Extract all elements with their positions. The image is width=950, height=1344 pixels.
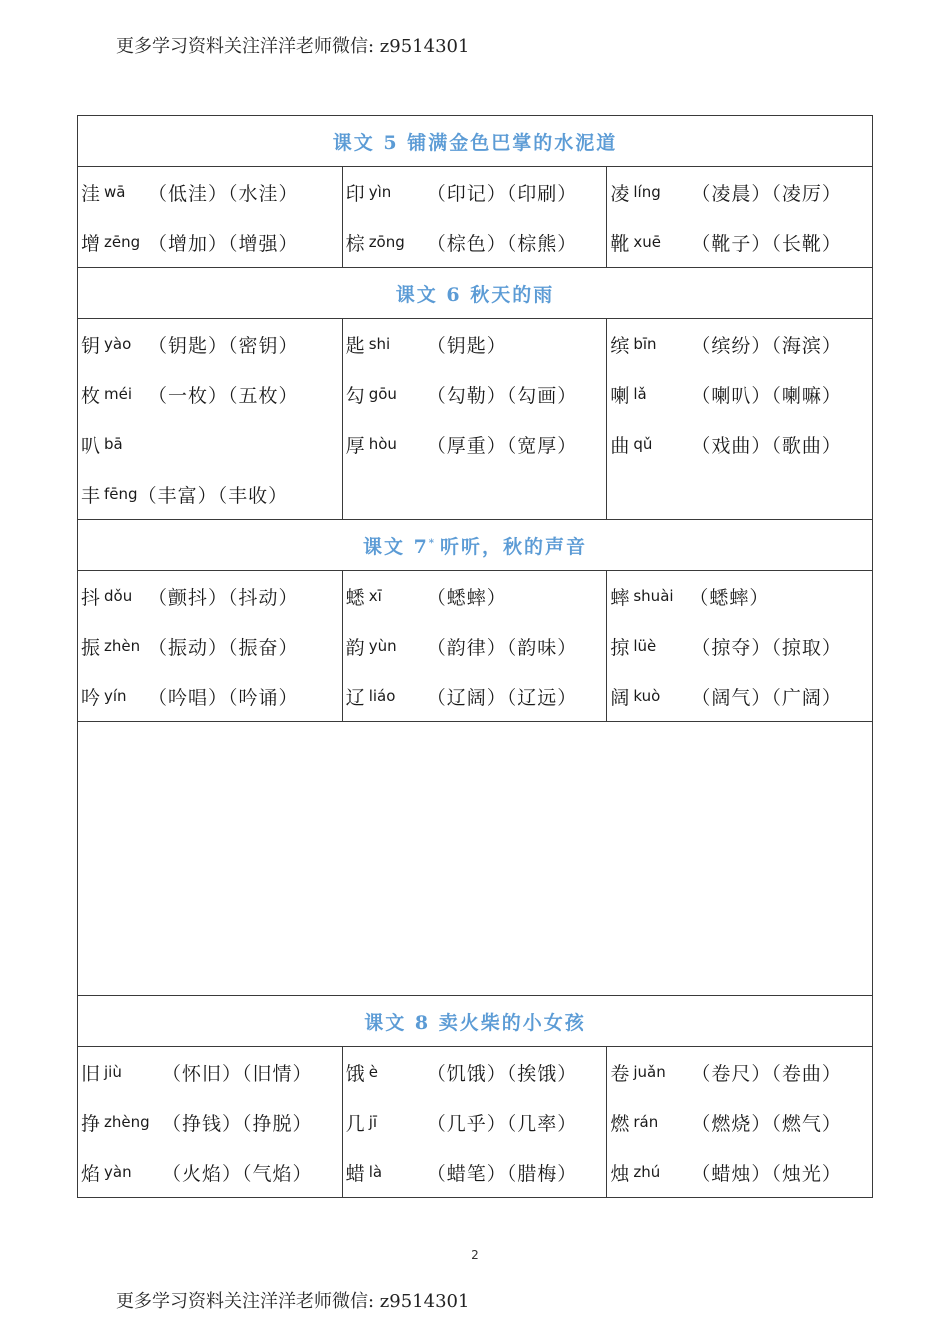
character: 蟀 — [610, 586, 630, 609]
lesson-5-grid — [77, 166, 873, 267]
vocab-entry — [78, 1147, 342, 1197]
character: 卷 — [610, 1062, 630, 1085]
pinyin: kuò — [633, 687, 661, 705]
word-examples: （蜡笔）（腊梅） — [426, 1162, 578, 1185]
lesson-7-col-1 — [78, 571, 343, 721]
lesson-5-col-2 — [343, 167, 608, 267]
pinyin: lǎ — [633, 385, 647, 403]
pinyin: juǎn — [633, 1063, 666, 1081]
character: 韵 — [345, 636, 365, 659]
word-examples: （喇叭）（喇嘛） — [691, 384, 842, 407]
lesson-7-title-prefix: 课文 7 — [362, 535, 429, 558]
word-examples: （韵律）（韵味） — [426, 636, 578, 659]
footer-note: 更多学习资料关注洋洋老师微信: z9514301 — [116, 1291, 470, 1312]
vocab-entry — [607, 419, 872, 469]
vocab-entry — [78, 419, 342, 469]
lesson-5-title: 课文 5 铺满金色巴掌的水泥道 — [77, 115, 873, 166]
pinyin: rán — [633, 1113, 659, 1131]
character: 阔 — [610, 686, 630, 709]
word-examples: （一枚）（五枚） — [148, 384, 299, 407]
character: 饿 — [345, 1062, 365, 1085]
word-examples: （缤纷）（海滨） — [691, 334, 842, 357]
vocab-entry — [78, 1097, 342, 1147]
pinyin: shi — [368, 335, 391, 353]
pinyin: yín — [104, 687, 127, 705]
pinyin: bā — [104, 435, 123, 453]
vocab-entry — [78, 469, 342, 519]
lesson-7-title-rest: 听听，秋的声音 — [440, 535, 588, 558]
word-examples: （振动）（振奋） — [148, 636, 299, 659]
character: 棕 — [345, 232, 365, 255]
vocab-entry — [343, 1097, 607, 1147]
character: 蟋 — [345, 586, 365, 609]
page-number: 2 — [471, 1248, 479, 1262]
vocab-entry — [343, 369, 607, 419]
pinyin: yùn — [368, 637, 397, 655]
character: 喇 — [610, 384, 630, 407]
word-examples: （饥饿）（挨饿） — [426, 1062, 578, 1085]
character: 厚 — [345, 434, 365, 457]
pinyin: hòu — [368, 435, 397, 453]
word-examples: （阔气）（广阔） — [691, 686, 842, 709]
lesson-7-title-mark: * — [428, 537, 437, 549]
vocab-entry — [78, 369, 342, 419]
vocab-table — [77, 115, 873, 1198]
vocab-entry — [78, 1047, 342, 1097]
pinyin: líng — [633, 183, 661, 201]
pinyin: zhú — [633, 1163, 661, 1181]
vocab-entry — [78, 167, 342, 217]
vocab-entry — [607, 1047, 872, 1097]
word-examples: （增加）（增强） — [148, 232, 299, 255]
vocab-entry — [343, 1047, 607, 1097]
word-examples: （凌晨）（凌厉） — [691, 182, 842, 205]
character: 匙 — [345, 334, 365, 357]
word-examples: （怀旧）（旧情） — [162, 1062, 313, 1085]
word-examples: （燃烧）（燃气） — [691, 1112, 842, 1135]
character: 曲 — [610, 434, 630, 457]
lesson-6-col-1 — [78, 319, 343, 519]
vocab-entry — [78, 217, 342, 267]
lesson-8-col-2 — [343, 1047, 608, 1197]
pinyin: zēng — [104, 233, 141, 251]
vocab-entry — [343, 671, 607, 721]
lesson-5-col-1 — [78, 167, 343, 267]
character: 印 — [345, 182, 365, 205]
character: 抖 — [81, 586, 101, 609]
lesson-8-col-1 — [78, 1047, 343, 1197]
lesson-7-col-3 — [607, 571, 872, 721]
word-examples: （印记）（印刷） — [426, 182, 578, 205]
vocab-entry — [343, 217, 607, 267]
character: 靴 — [610, 232, 630, 255]
pinyin: qǔ — [633, 435, 653, 453]
word-examples: （厚重）（宽厚） — [426, 434, 578, 457]
character: 挣 — [81, 1112, 101, 1135]
word-examples: （靴子）（长靴） — [691, 232, 842, 255]
pinyin: jī — [368, 1113, 378, 1131]
word-examples: （戏曲）（歌曲） — [691, 434, 842, 457]
vocab-entry — [343, 1147, 607, 1197]
pinyin: fēng — [104, 485, 138, 503]
pinyin: dǒu — [104, 587, 133, 605]
vocab-entry — [343, 419, 607, 469]
word-examples: （几乎）（几率） — [426, 1112, 578, 1135]
word-examples: （掠夺）（掠取） — [691, 636, 842, 659]
pinyin: xuē — [633, 233, 661, 251]
character: 丰 — [81, 484, 101, 507]
lesson-7-grid — [77, 570, 873, 721]
word-examples: （吟唱）（吟诵） — [148, 686, 299, 709]
lesson-8-grid — [77, 1046, 873, 1197]
pinyin: liáo — [368, 687, 396, 705]
lesson-6-grid — [77, 318, 873, 519]
vocab-entry — [607, 1097, 872, 1147]
character: 掠 — [610, 636, 630, 659]
lesson-8-title: 课文 8 卖火柴的小女孩 — [77, 995, 873, 1046]
vocab-entry — [343, 571, 607, 621]
pinyin: yào — [104, 335, 132, 353]
word-examples: （低洼）（水洼） — [148, 182, 299, 205]
vocab-entry — [78, 571, 342, 621]
blank-area — [77, 721, 873, 995]
character: 增 — [81, 232, 101, 255]
character: 焰 — [81, 1162, 101, 1185]
lesson-6-col-3 — [607, 319, 872, 519]
character: 吟 — [81, 686, 101, 709]
word-examples: （钥匙） — [426, 334, 507, 357]
word-examples: （卷尺）（卷曲） — [691, 1062, 842, 1085]
character: 缤 — [610, 334, 630, 357]
word-examples: （钥匙）（密钥） — [148, 334, 299, 357]
vocab-entry — [343, 167, 607, 217]
character: 几 — [345, 1112, 365, 1135]
pinyin: zhèn — [104, 637, 141, 655]
character: 枚 — [81, 384, 101, 407]
vocab-entry — [343, 621, 607, 671]
pinyin: è — [368, 1063, 378, 1081]
character: 烛 — [610, 1162, 630, 1185]
vocab-entry — [78, 671, 342, 721]
lesson-6-col-2 — [343, 319, 608, 519]
vocab-entry — [607, 217, 872, 267]
vocab-entry — [607, 621, 872, 671]
pinyin: jiù — [104, 1063, 122, 1081]
vocab-entry — [343, 319, 607, 369]
character: 叭 — [81, 434, 101, 457]
character: 勾 — [345, 384, 365, 407]
character: 辽 — [345, 686, 365, 709]
vocab-entry — [607, 167, 872, 217]
character: 凌 — [610, 182, 630, 205]
pinyin: lüè — [633, 637, 657, 655]
word-examples: （丰富）（丰收） — [137, 484, 289, 507]
pinyin: yàn — [104, 1163, 132, 1181]
word-examples: （火焰）（气焰） — [162, 1162, 313, 1185]
vocab-entry — [607, 369, 872, 419]
pinyin: shuài — [633, 587, 674, 605]
word-examples: （蟋蟀） — [689, 586, 770, 609]
character: 燃 — [610, 1112, 630, 1135]
character: 振 — [81, 636, 101, 659]
vocab-entry — [78, 319, 342, 369]
vocab-entry — [78, 621, 342, 671]
vocab-entry — [607, 571, 872, 621]
pinyin: wā — [104, 183, 126, 201]
vocab-entry — [607, 671, 872, 721]
pinyin: là — [368, 1163, 383, 1181]
vocab-entry — [607, 1147, 872, 1197]
word-examples: （挣钱）（挣脱） — [162, 1112, 313, 1135]
table-bottom-border — [77, 1197, 873, 1198]
lesson-5-col-3 — [607, 167, 872, 267]
lesson-7-col-2 — [343, 571, 608, 721]
word-examples: （蟋蟀） — [426, 586, 507, 609]
lesson-7-title — [77, 519, 873, 570]
character: 蜡 — [345, 1162, 365, 1185]
character: 洼 — [81, 182, 101, 205]
pinyin: yìn — [368, 183, 392, 201]
vocab-entry — [607, 319, 872, 369]
word-examples: （颤抖）（抖动） — [148, 586, 299, 609]
lesson-8-col-3 — [607, 1047, 872, 1197]
word-examples: （棕色）（棕熊） — [426, 232, 578, 255]
word-examples: （辽阔）（辽远） — [426, 686, 578, 709]
header-note: 更多学习资料关注洋洋老师微信: z9514301 — [116, 36, 470, 57]
lesson-6-title: 课文 6 秋天的雨 — [77, 267, 873, 318]
pinyin: zhèng — [104, 1113, 150, 1131]
pinyin: méi — [104, 385, 133, 403]
character: 钥 — [81, 334, 101, 357]
word-examples: （勾勒）（勾画） — [426, 384, 578, 407]
character: 旧 — [81, 1062, 101, 1085]
pinyin: bīn — [633, 335, 657, 353]
word-examples: （蜡烛）（烛光） — [691, 1162, 842, 1185]
pinyin: xī — [368, 587, 382, 605]
pinyin: gōu — [368, 385, 397, 403]
pinyin: zōng — [368, 233, 405, 251]
